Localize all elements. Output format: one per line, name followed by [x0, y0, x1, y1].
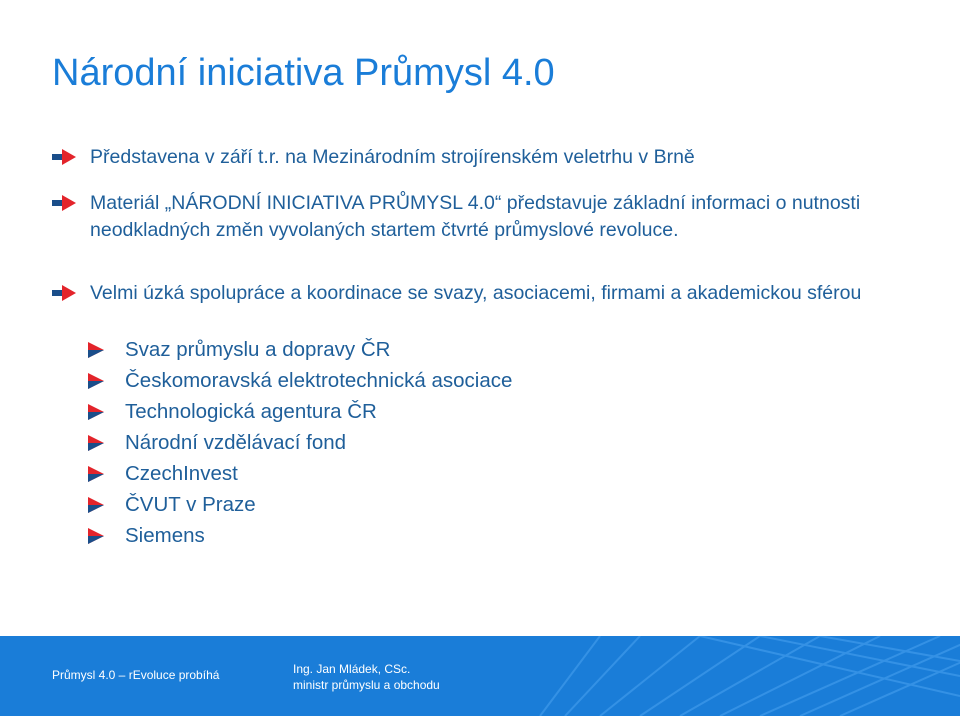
triangle-bullet-icon — [88, 528, 104, 544]
sub-item-text: Technologická agentura ČR — [125, 400, 377, 423]
footer-caption: Průmysl 4.0 – rEvoluce probíhá — [52, 668, 220, 682]
triangle-bullet-icon — [88, 497, 104, 513]
triangle-bullet-icon — [88, 435, 104, 451]
sub-item-text: CzechInvest — [125, 462, 238, 485]
author-name: Ing. Jan Mládek, CSc. — [293, 662, 411, 676]
sub-list-item — [88, 368, 848, 394]
bullet-item — [52, 280, 912, 307]
bullet-text: Představena v září t.r. na Mezinárodním strojírenském veletrhu v Brně — [90, 146, 695, 168]
footer-bar — [0, 636, 960, 716]
arrow-bullet-icon — [52, 195, 76, 211]
triangle-bullet-icon — [88, 373, 104, 389]
slide-title: Národní iniciativa Průmysl 4.0 — [52, 52, 555, 94]
triangle-bullet-icon — [88, 466, 104, 482]
bullet-text: Materiál „NÁRODNÍ INICIATIVA PRŮMYSL 4.0“ představuje základní informaci o nutnosti neodkladných změn vyvolaných startem čtvrté průmyslové revoluce. — [90, 192, 861, 241]
sub-list-item — [88, 399, 848, 425]
arrow-bullet-icon — [52, 285, 76, 301]
bullet-item — [52, 190, 912, 244]
sub-list-item — [88, 337, 848, 363]
sub-item-text: Svaz průmyslu a dopravy ČR — [125, 338, 391, 361]
triangle-bullet-icon — [88, 404, 104, 420]
arrow-bullet-icon — [52, 149, 76, 165]
author-role: ministr průmyslu a obchodu — [293, 678, 440, 692]
sub-item-text: Národní vzdělávací fond — [125, 431, 347, 454]
sub-list-item — [88, 430, 848, 456]
triangle-bullet-icon — [88, 342, 104, 358]
sub-list-item — [88, 461, 848, 487]
sub-list-item — [88, 523, 848, 549]
sub-list-item — [88, 492, 848, 518]
bullet-text: Velmi úzká spolupráce a koordinace se svazy, asociacemi, firmami a akademickou sférou — [90, 282, 862, 304]
sub-item-text: Českomoravská elektrotechnická asociace — [125, 369, 513, 392]
sub-item-text: ČVUT v Praze — [125, 493, 256, 516]
sub-item-text: Siemens — [125, 524, 205, 547]
footer-author — [293, 661, 440, 693]
bullet-item — [52, 144, 912, 171]
